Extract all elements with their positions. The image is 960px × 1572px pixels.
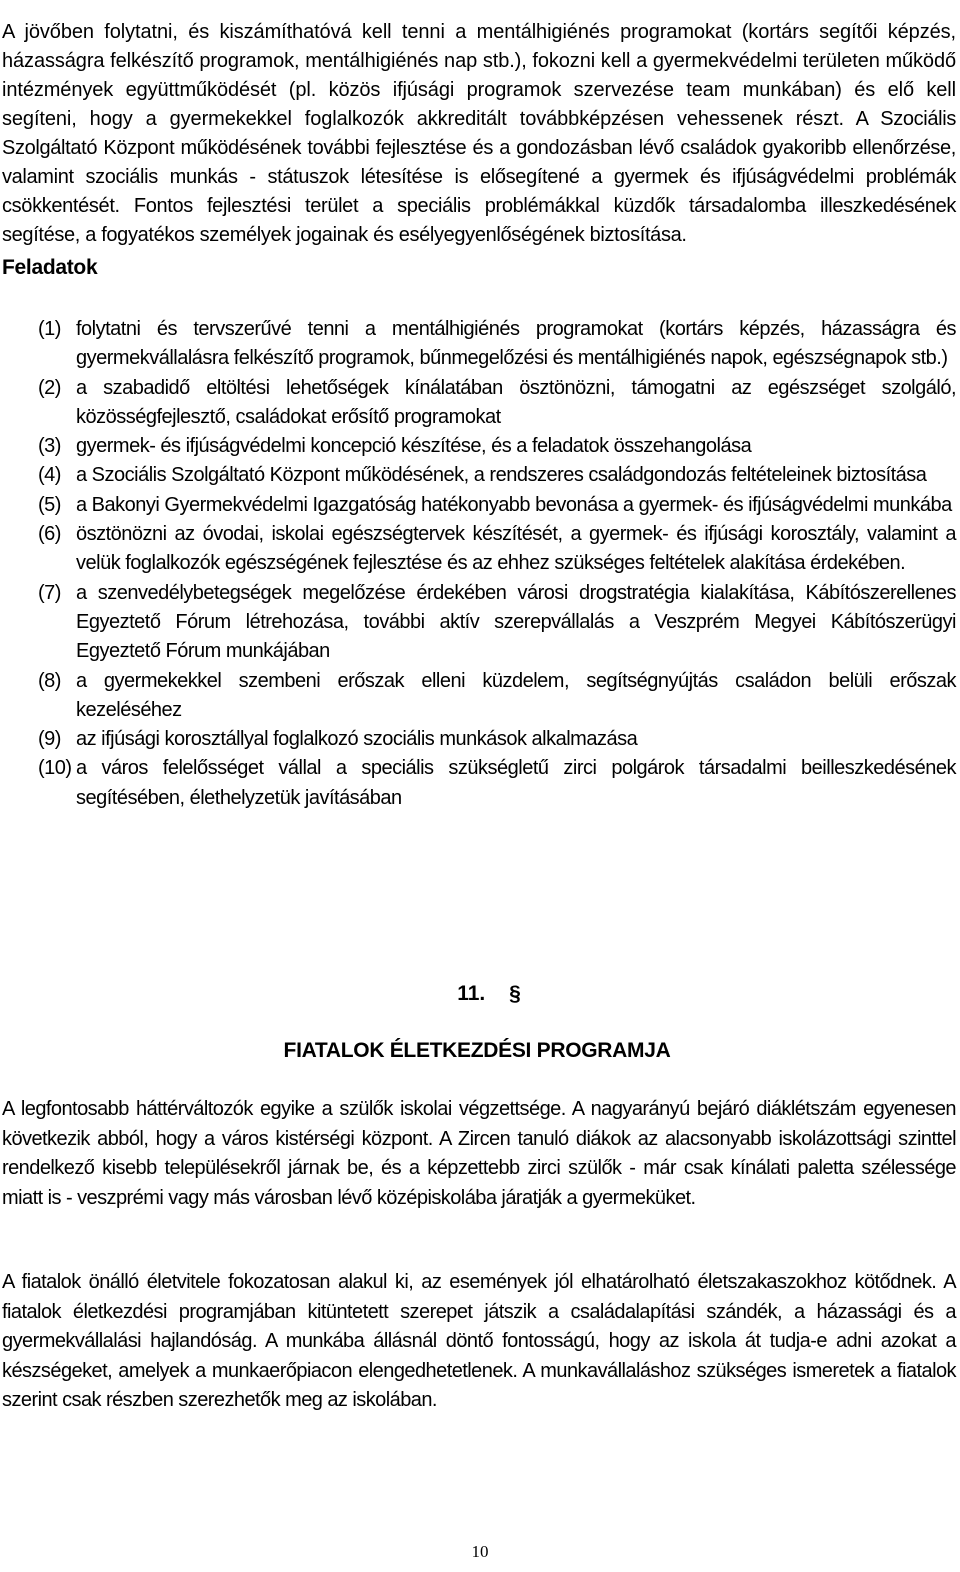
task-item [38, 491, 956, 520]
task-item [38, 579, 956, 667]
task-number: (10) [38, 757, 72, 780]
tasks-list [38, 315, 956, 813]
task-number: (5) [38, 493, 61, 516]
task-number: (8) [38, 669, 61, 692]
task-number: (1) [38, 318, 61, 340]
section-paragraph: A fiatalok önálló életvitele fokozatosan alakul ki, az események jól elhatárolható életszakaszokhoz kötődnek. A fiatalok életkezdési programjában kitüntetett szerepet játszik a családalapítási szándék, a házassági és a gyermekvállalási hajlandóság. A munkába állásnál döntő fontosságú, hogy az iskola át tudja-e adni azokat a készségeket, amelyek a munkaerőpiacon elengedhetetlenek. A munkavállaláshoz szükséges ismeretek a fiatalok szerint csak részben szerezhetők meg az iskolában. [2, 1271, 956, 1411]
task-text: a szabadidő eltöltési lehetőségek kínálatában ösztönözni, támogatni az egészséget szolgáló, közösségfejlesztő, családokat erősítő programokat [76, 376, 956, 428]
task-number: (6) [38, 523, 61, 546]
task-item [38, 374, 956, 433]
task-item [38, 520, 956, 579]
task-item [38, 667, 956, 726]
task-text: ösztönözni az óvodai, iskolai egészségtervek készítését, a gyermek- és ifjúsági korosztály, valamint a velük foglalkozók egészségének fejlesztése és az ehhez szükséges feltételek alakítása érdekében. [76, 523, 956, 575]
task-number: (3) [38, 435, 61, 458]
page-number: 10 [471, 1542, 489, 1561]
task-text: az ifjúsági korosztállyal foglalkozó szociális munkások alkalmazása [76, 728, 638, 751]
intro-paragraph [2, 18, 956, 250]
task-item [38, 754, 956, 813]
section-number-text: 11. [457, 982, 486, 1005]
section-symbol: § [509, 982, 521, 1005]
task-number: (9) [38, 728, 61, 751]
task-item [38, 461, 956, 490]
intro-rest-text: A Szociális Szolgáltató Központ működésének további fejlesztése és a gondozásban lévő családok gyakoribb ellenőrzése, valamint szociális munkás - státuszok létesítése is elősegítené a gyermek és ifjúságvédelmi problémák csökkentését. Fontos fejlesztési terület a speciális problémákkal küzdők társadalomba illeszkedésének segítése, a fogyatékos személyek jogainak és esélyegyenlőségének biztosítása. [2, 108, 957, 246]
tasks-heading: Feladatok [2, 256, 98, 279]
task-text: a Bakonyi Gyermekvédelmi Igazgatóság hatékonyabb bevonása a gyermek- és ifjúságvédelmi munkába [76, 493, 952, 516]
task-item [38, 725, 956, 754]
task-number: (7) [38, 581, 61, 604]
intro-lead-text: A jövőben folytatni, és kiszámíthatóvá kell tenni a mentálhigiénés programokat (kortárs segítői képzés, házasságra felkészítő programok, mentálhigiénés nap stb.), fokozni kell a gyermekvédelmi területen működő intézmények együttműködését (pl. közös ifjúsági programok szervezése team munkában) és elő kell segíteni, hogy a gyermekekkel foglalkozók akkreditált továbbképzésen vehessenek részt. [2, 21, 956, 130]
task-item [38, 315, 956, 374]
task-text: folytatni és tervszerűvé tenni a mentálhigiénés programokat (kortárs képzés, házasságra és gyermekvállalásra felkészítő programok, bűnmegelőzési és mentálhigiénés napok, egészségnapok stb.) [76, 318, 956, 370]
task-item [38, 432, 956, 461]
task-number: (2) [38, 376, 61, 399]
section-paragraph: A legfontosabb háttérváltozók egyike a szülők iskolai végzettsége. A nagyarányú bejáró diáklétszám egyenesen következik abból, hogy a város kistérségi központ. A Zircen tanuló diákok az alacsonyabb iskolázottsági szinttel rendelkező kisebb településekről járnak be, és a képzettebb zirci szülők - már csak kínálati paletta szélessége miatt is - veszprémi vagy más városban lévő középiskolába járatják a gyermeküket. [2, 1098, 956, 1209]
task-text: gyermek- és ifjúságvédelmi koncepció készítése, és a feladatok összehangolása [76, 435, 752, 458]
task-text: a szenvedélybetegségek megelőzése érdekében városi drogstratégia kialakítása, Kábítószerellenes Egyeztető Fórum létrehozása, további aktív szerepvállalás a Veszprém Megyei Kábítószerügyi Egyeztető Fórum munkájában [76, 581, 956, 663]
task-text: a város felelősséget vállal a speciális szükségletű zirci polgárok társadalmi beilleszkedésének segítésében, élethelyzetük javításában [76, 757, 956, 809]
section-title: FIATALOK ÉLETKEZDÉSI PROGRAMJA [283, 1039, 671, 1062]
task-number: (4) [38, 464, 61, 487]
section-number [0, 982, 960, 1006]
task-text: a Szociális Szolgáltató Központ működésének, a rendszeres családgondozás feltételeinek biztosítása [76, 464, 927, 487]
task-text: a gyermekekkel szembeni erőszak elleni küzdelem, segítségnyújtás családon belüli erőszak kezeléséhez [76, 669, 956, 721]
